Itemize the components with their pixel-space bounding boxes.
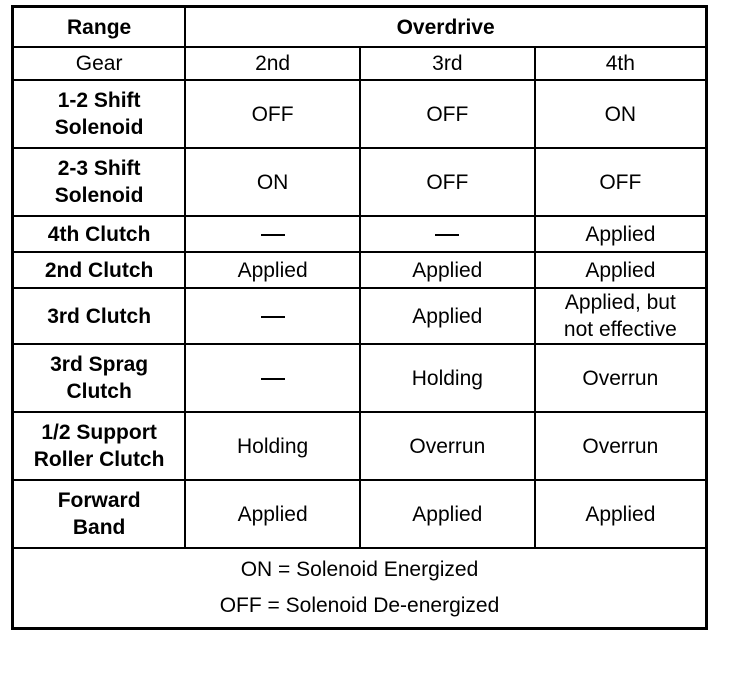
table-row-4th-clutch xyxy=(13,216,707,252)
dash-mark xyxy=(435,234,459,236)
row-label-line: Clutch xyxy=(66,380,132,403)
cell-1-2-shift-solenoid-3rd: OFF xyxy=(360,80,535,148)
cell-2-3-shift-solenoid-3rd: OFF xyxy=(360,148,535,216)
gear-cell-4th: 4th xyxy=(535,47,707,80)
cell-1-2-support-roller-clutch-3rd: Overrun xyxy=(360,412,535,480)
row-label-2-3-shift-solenoid xyxy=(13,148,186,216)
cell-forward-band-2nd: Applied xyxy=(185,480,360,548)
cell-4th-clutch-2nd xyxy=(185,216,360,252)
row-label-line: Solenoid xyxy=(54,184,144,207)
row-label-line: Forward xyxy=(57,489,141,512)
row-label-line: Band xyxy=(72,516,126,539)
cell-3rd-sprag-clutch-2nd xyxy=(185,344,360,412)
legend-off-note: OFF = Solenoid De-energized xyxy=(219,594,500,617)
cell-1-2-shift-solenoid-4th: ON xyxy=(535,80,707,148)
row-label-3rd-sprag-clutch xyxy=(13,344,186,412)
cell-3rd-clutch-2nd xyxy=(185,288,360,344)
gear-label-cell: Gear xyxy=(13,47,186,80)
row-label-line: Solenoid xyxy=(54,116,144,139)
row-label-3rd-clutch: 3rd Clutch xyxy=(13,288,186,344)
row-label-1-2-support-roller-clutch xyxy=(13,412,186,480)
row-label-line: 2-3 Shift xyxy=(57,157,141,180)
cell-line: Applied, but xyxy=(564,291,676,314)
dash-mark xyxy=(261,378,285,380)
cell-line: not effective xyxy=(563,318,677,341)
row-label-4th-clutch: 4th Clutch xyxy=(13,216,186,252)
table-row-forward-band xyxy=(13,480,707,548)
cell-3rd-clutch-4th xyxy=(535,288,707,344)
table-row-2nd-clutch xyxy=(13,252,707,288)
row-label-line: Roller Clutch xyxy=(33,448,165,471)
gear-cell-2nd: 2nd xyxy=(185,47,360,80)
dash-mark xyxy=(261,316,285,318)
cell-3rd-sprag-clutch-3rd: Holding xyxy=(360,344,535,412)
row-label-line: 3rd Sprag xyxy=(50,353,149,376)
cell-4th-clutch-3rd xyxy=(360,216,535,252)
row-label-2nd-clutch: 2nd Clutch xyxy=(13,252,186,288)
table-row-3rd-clutch xyxy=(13,288,707,344)
header-row xyxy=(13,7,707,48)
row-label-line: 1/2 Support xyxy=(41,421,157,444)
cell-2nd-clutch-2nd: Applied xyxy=(185,252,360,288)
table-row-3rd-sprag-clutch xyxy=(13,344,707,412)
row-label-1-2-shift-solenoid xyxy=(13,80,186,148)
cell-3rd-clutch-3rd: Applied xyxy=(360,288,535,344)
row-label-line: 1-2 Shift xyxy=(57,89,141,112)
cell-4th-clutch-4th: Applied xyxy=(535,216,707,252)
table-row-1-2-support-roller-clutch xyxy=(13,412,707,480)
legend-row xyxy=(13,548,707,629)
range-label-cell: Range xyxy=(13,7,186,48)
cell-forward-band-3rd: Applied xyxy=(360,480,535,548)
cell-1-2-support-roller-clutch-2nd: Holding xyxy=(185,412,360,480)
table-row-1-2-shift-solenoid xyxy=(13,80,707,148)
legend-cell xyxy=(13,548,707,629)
cell-1-2-support-roller-clutch-4th: Overrun xyxy=(535,412,707,480)
cell-3rd-sprag-clutch-4th: Overrun xyxy=(535,344,707,412)
cell-1-2-shift-solenoid-2nd: OFF xyxy=(185,80,360,148)
shift-solenoid-table xyxy=(11,5,708,630)
range-value-cell: Overdrive xyxy=(185,7,706,48)
cell-2-3-shift-solenoid-4th: OFF xyxy=(535,148,707,216)
cell-2nd-clutch-3rd: Applied xyxy=(360,252,535,288)
row-label-forward-band xyxy=(13,480,186,548)
cell-2-3-shift-solenoid-2nd: ON xyxy=(185,148,360,216)
legend-on-note: ON = Solenoid Energized xyxy=(240,558,479,581)
gear-cell-3rd: 3rd xyxy=(360,47,535,80)
gear-row xyxy=(13,47,707,80)
table-row-2-3-shift-solenoid xyxy=(13,148,707,216)
cell-forward-band-4th: Applied xyxy=(535,480,707,548)
dash-mark xyxy=(261,234,285,236)
cell-2nd-clutch-4th: Applied xyxy=(535,252,707,288)
